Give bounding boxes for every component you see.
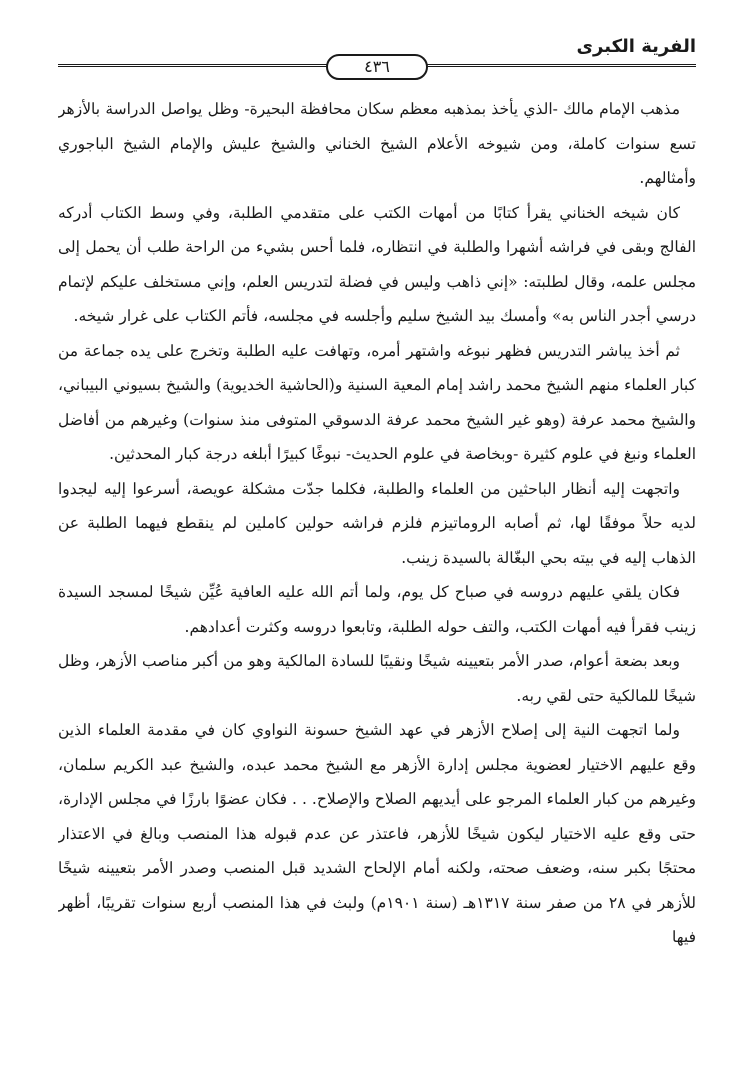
body-text — [58, 92, 696, 1062]
paragraph: كان شيخه الخناني يقرأ كتابًا من أمهات الكتب على متقدمي الطلبة، وفي وسط الكتاب أدركه الفالج وبقى في فراشه أشهرا والطلبة في انتظاره، فلما أحس بشيء من الراحة طلب أن يحمل إلى مجلس علمه، وقال لطلبته: «إني ذاهب وليس في فضلة لتدريس العلم، وإني مستخلف عليكم لإتمام درسي أجدر الناس به» وأمسك بيد الشيخ سليم وأجلسه في مجلسه، فأتم الكتاب على غرار شيخه. — [58, 203, 696, 325]
paragraph: فكان يلقي عليهم دروسه في صباح كل يوم، ولما أتم الله عليه العافية عُيِّن شيخًا لمسجد السيدة زينب فقرأ فيه أمهات الكتب، والتف حوله الطلبة، وتابعوا دروسه وكثرت أعدادهم. — [58, 583, 696, 636]
paragraph: واتجهت إليه أنظار الباحثين من العلماء والطلبة، فكلما جدّت مشكلة عويصة، أسرعوا إليه ليجدوا لديه حلاً موفقًا لها، ثم أصابه الروماتيزم فلزم فراشه حولين كاملين لم ينقطع فيهما الطلبة عن الذهاب إليه في بيته بحي البغّالة بالسيدة زينب. — [58, 479, 696, 567]
paragraph: وبعد بضعة أعوام، صدر الأمر بتعيينه شيخًا ونقيبًا للسادة المالكية وهو من أكبر مناصب الأزهر، وظل شيخًا للمالكية حتى لقي ربه. — [58, 652, 696, 705]
running-header — [58, 30, 696, 86]
page-number-badge: ٤٣٦ — [326, 54, 428, 80]
running-title: الفرية الكبرى — [576, 36, 696, 57]
paragraph: ثم أخذ يباشر التدريس فظهر نبوغه واشتهر أمره، وتهافت عليه الطلبة وتخرج على يده جماعة من كبار العلماء منهم الشيخ محمد راشد إمام المعية السنية و(الحاشية الخديوية) والشيخ بسيوني البيباني، والشيخ محمد عرفة (وهو غير الشيخ محمد عرفة الدسوقي المتوفى منذ سنوات) وغيرهم من أفاضل العلماء ونبغ في علوم كثيرة -وبخاصة في علوم الحديث- نبوغًا كبيرًا أبلغه درجة كبار المحدثين. — [58, 341, 696, 463]
paragraph: مذهب الإمام مالك -الذي يأخذ بمذهبه معظم سكان محافظة البحيرة- وظل يواصل الدراسة بالأزهر تسع سنوات كاملة، ومن شيوخه الأعلام الشيخ الخناني والشيخ عليش والإمام الشيخ الباجوري وأمثالهم. — [58, 100, 696, 187]
paragraph: ولما اتجهت النية إلى إصلاح الأزهر في عهد الشيخ حسونة النواوي كان في مقدمة العلماء الذين وقع عليهم الاختيار لعضوية مجلس إدارة الأزهر مع الشيخ محمد عبده، والشيخ عبد الكريم سلمان، وغيرهم من كبار العلماء المرجو على أيديهم الصلاح والإصلاح. . . فكان عضوًا بارزًا في مجلس الإدارة، حتى وقع عليه الاختيار ليكون شيخًا للأزهر، فاعتذر عن عدم قبوله هذا المنصب وبالغ في الاعتذار محتجًا بكبر سنه، وضعف صحته، ولكنه أمام الإلحاح الشديد قبل المنصب وصدر الأمر بتعيينه شيخًا للأزهر في ٢٨ من صفر سنة ١٣١٧هـ (سنة ١٩٠١م) ولبث في هذا المنصب أربع سنوات تقريبًا، أظهر فيها — [58, 721, 696, 946]
